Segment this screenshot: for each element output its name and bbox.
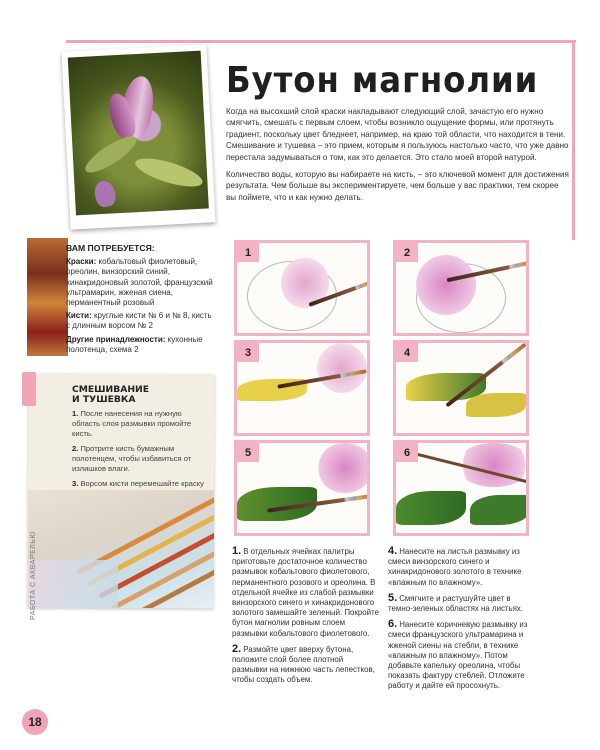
steps-left <box>232 546 380 691</box>
blending-heading: СМЕШИВАНИЕ И ТУШЕВКА <box>72 384 149 405</box>
magnolia-image <box>68 51 209 216</box>
header-rule-vertical <box>572 40 575 240</box>
brushes-photo <box>28 490 214 608</box>
blending-item: 3. Ворсом кисти перемешайте краску <box>72 479 204 488</box>
panel-number: 2 <box>396 243 418 262</box>
page-number: 18 <box>22 709 48 735</box>
materials-box <box>66 243 216 358</box>
panel-number: 4 <box>396 343 418 362</box>
step-item: 2. Размойте цвет вверху бутона, положите слой более плотной размывки на нижнюю часть лепестков, чтобы создать объем. <box>232 642 375 685</box>
steps-right <box>388 546 532 697</box>
blending-item: 2. Протрите кисть бумажным полотенцем, чтобы избавиться от излишков влаги. <box>72 444 192 473</box>
panel-number: 3 <box>237 343 259 362</box>
intro-text <box>226 106 570 209</box>
panel-number: 5 <box>237 443 259 462</box>
panel-number: 6 <box>396 443 418 462</box>
step-panel <box>393 440 529 536</box>
step-item: 6. Нанесите коричневую размывку из смеси французского ультрамарина и жженой сиены на стебли, в технике «влажным по влажному». Потом добавьте капельку ореолина, чтобы показать фактуру стеблей. Отложите работу и дайте ей просохнуть. <box>388 618 528 691</box>
blending-item: 1. После нанесения на нужную область слоя размывки промойте кисть. <box>72 409 192 438</box>
intro-paragraph: Количество воды, которую вы набираете на кисть, – это ключевой момент для достижения результата. Чем больше вы экспериментируете, чем больше у вас практики, тем скорее вы поймете, что и как нужно делать. <box>226 170 569 202</box>
step-panel <box>234 340 370 436</box>
materials-item: Кисти: круглые кисти № 6 и № 8, кисть с длинным ворсом № 2 <box>66 311 212 331</box>
step-item: 1. В отдельных ячейках палитры приготовьте достаточное количество размывок кобальтового фиолетового, перманентного розового и ореолина. В отдельной ячейке из слабой размывки винзорского синего и хинакридонового золотого замешайте зеленый. Покройте бутон магнолии ровным слоем размывки кобальтового фиолетового. <box>232 545 379 638</box>
step-item: 5. Смягчите и растушуйте цвет в темно-зеленых областях на листьях. <box>388 591 524 614</box>
step-panel <box>234 440 370 536</box>
step-panel <box>234 240 370 336</box>
magnolia-photo <box>61 44 215 229</box>
step-item: 4. Нанесите на листья размывку из смеси винзорского синего и хинакридонового золотого в технике «влажным по влажному». <box>388 545 522 587</box>
panel-number: 1 <box>237 243 259 262</box>
header-rule <box>66 40 576 43</box>
intro-paragraph: Когда на высохший слой краски накладывают следующий слой, зачастую его нужно смягчить, смешать с первым слоем, чтобы возникло ощущение формы, или протянуть градиент, поскольку цвет бледнеет, например, на краю той области, что находится в тени. Смешивание и тушевка – это прием, которым я пользуюсь настолько часто, что уже давно перестала задумываться о том, как это делается. Это стало моей второй натурой. <box>226 107 569 162</box>
page-title: Бутон магнолии <box>226 60 539 101</box>
section-label: РАБОТА С АКВАРЕЛЬЮ <box>30 531 37 620</box>
materials-heading: ВАМ ПОТРЕБУЕТСЯ: <box>66 243 155 253</box>
paper-tab <box>22 372 36 406</box>
materials-item: Краски: кобальтовый фиолетовый, ореолин, винзорский синий, хинакридоновый золотой, французский ультрамарин, жженая сиена, перманентный розовый <box>66 257 213 308</box>
materials-item: Другие принадлежности: кухонные полотенца, схема 2 <box>66 334 203 354</box>
palette-photo <box>27 238 68 356</box>
step-panel <box>393 340 529 436</box>
step-panel <box>393 240 529 336</box>
